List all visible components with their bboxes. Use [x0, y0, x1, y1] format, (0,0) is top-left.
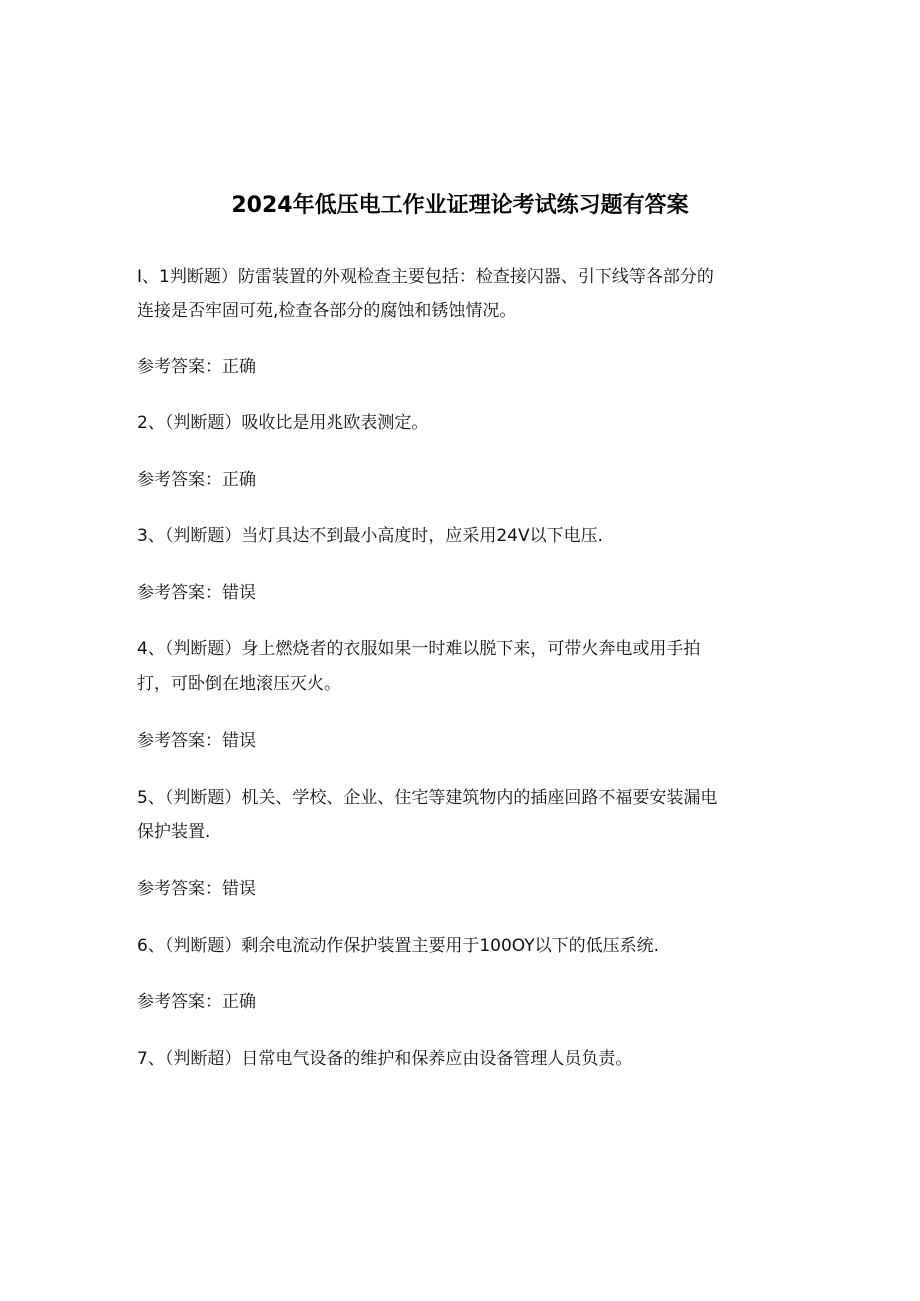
document-title: 2024年低压电工作业证理论考试练习题有答案: [231, 193, 689, 218]
question-text-line: 7、（判断超）日常电气设备的维护和保养应由设备管理人员负责。: [137, 1049, 633, 1069]
question-text-line: 打，可卧倒在地滚压灭火。: [137, 674, 341, 694]
question-text-line: 2、（判断题）吸收比是用兆欧表测定。: [137, 413, 429, 433]
answer-line: 参考答案：错误: [137, 879, 256, 899]
question-text-line: 4、（判断题）身上燃烧者的衣服如果一时难以脱下来，可带火奔电或用手拍: [137, 639, 701, 659]
question-text-line: I、1判断题）防雷装置的外观检查主要包括：检查接闪器、引下线等各部分的: [137, 267, 714, 287]
answer-line: 参考答案：正确: [137, 470, 256, 490]
answer-line: 参考答案：错误: [137, 731, 256, 751]
question-text-line: 连接是否牢固可苑,检查各部分的腐蚀和锈蚀情况。: [137, 301, 517, 321]
question-text-line: 5、（判断题）机关、学校、企业、住宅等建筑物内的插座回路不福要安装漏电: [137, 788, 718, 808]
answer-line: 参考答案：错误: [137, 583, 256, 603]
question-text-line: 保护装置.: [137, 822, 211, 842]
question-text-line: 3、（判断题）当灯具达不到最小高度时，应采用24V以下电压.: [137, 526, 603, 546]
question-text-line: 6、（判断题）剩余电流动作保护装置主要用于100OY以下的低压系统.: [137, 936, 660, 956]
answer-line: 参考答案：正确: [137, 992, 256, 1012]
answer-line: 参考答案：正确: [137, 357, 256, 377]
